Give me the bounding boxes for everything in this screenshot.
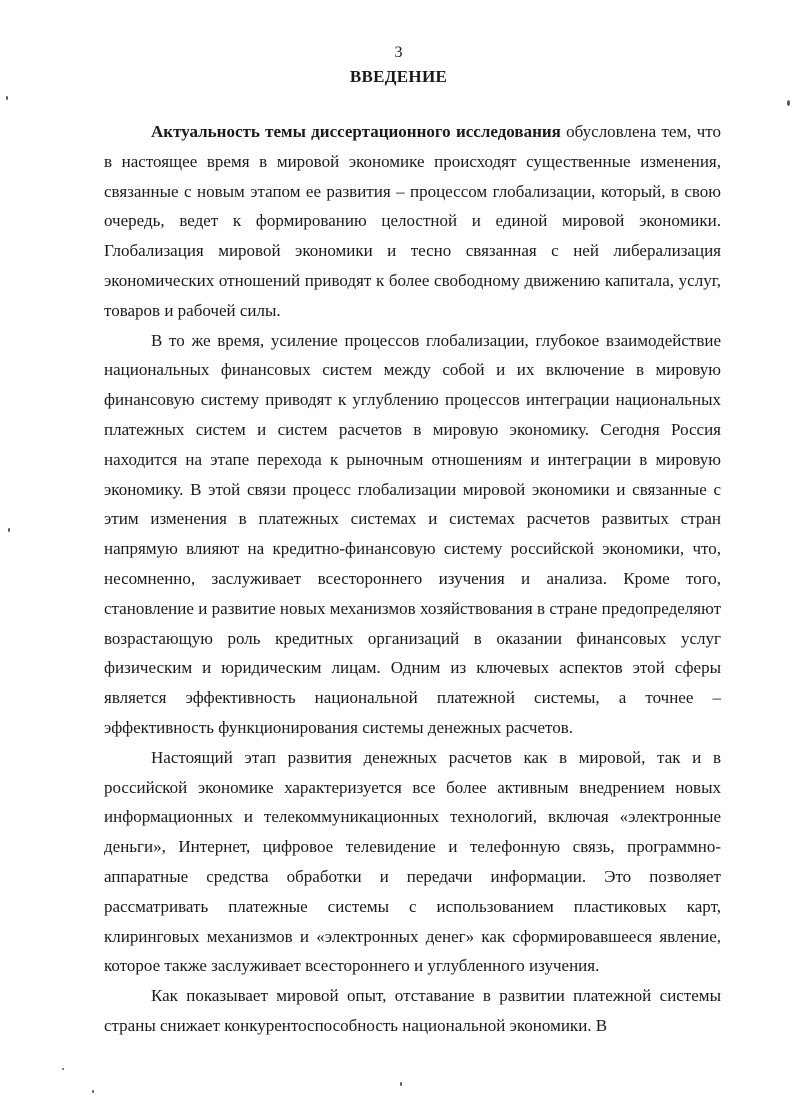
scan-speck: [8, 528, 10, 532]
scan-speck: [92, 1090, 94, 1093]
scan-speck: [6, 96, 8, 100]
scan-speck: [62, 1068, 64, 1070]
paragraph-lead-bold: Актуальность темы диссертационного исследования: [151, 122, 561, 141]
paragraph-relevance: [104, 117, 721, 326]
page-number: 3: [394, 44, 403, 61]
scan-speck: [787, 100, 790, 106]
paragraph-technologies: Настоящий этап развития денежных расчетов как в мировой, так и в российской экономике характеризуется все более активным внедрением новых информационных и телекоммуникационных технологий, включая «электронные деньги», Интернет, цифровое телевидение и телефонную связь, программно-аппаратные средства обработки и передачи информации. Это позволяет рассматривать платежные системы с использованием пластиковых карт, клиринговых механизмов и «электронных денег» как сформировавшееся явление, которое также заслуживает всестороннего и углубленного изучения.: [104, 747, 721, 976]
paragraph-globalization: В то же время, усиление процессов глобализации, глубокое взаимодействие национальных финансовых систем между собой и их включение в мировую финансовую систему приводят к углублению процессов интеграции национальных платежных систем и систем расчетов в мировую экономику. Сегодня Россия находится на этапе перехода к рыночным отношениям и интеграции в мировую экономику. В этой связи процесс глобализации мировой экономики и связанные с этим изменения в платежных системах и системах расчетов развитых стран напрямую влияют на кредитно-финансовую систему российской экономики, что, несомненно, заслуживает всестороннего изучения и анализа. Кроме того, становление и развитие новых механизмов хозяйствования в стране предопределяют возрастающую роль кредитных организаций в оказании финансовых услуг физическим и юридическим лицам. Одним из ключевых аспектов этой сферы является эффективность национальной платежной системы, а точнее – эффективность функционирования системы денежных расчетов.: [104, 330, 721, 737]
page-title: ВВЕДЕНИЕ: [349, 67, 448, 86]
paragraph-world-experience: Как показывает мировой опыт, отставание в развитии платежной системы страны снижает конкурентоспособность национальной экономики. В: [104, 986, 721, 1035]
document-body: [104, 117, 721, 1041]
scan-speck: [400, 1082, 402, 1086]
paragraph-text: обусловлена тем, что в настоящее время в мировой экономике происходят существенные изменения, связанные с новым этапом ее развития – процессом глобализации, который, в свою очередь, ведет к формированию целостной и единой мировой экономики. Глобализация мировой экономики и тесно связанная с ней либерализация экономических отношений приводят к более свободному движению капитала, услуг, товаров и рабочей силы.: [104, 122, 721, 320]
